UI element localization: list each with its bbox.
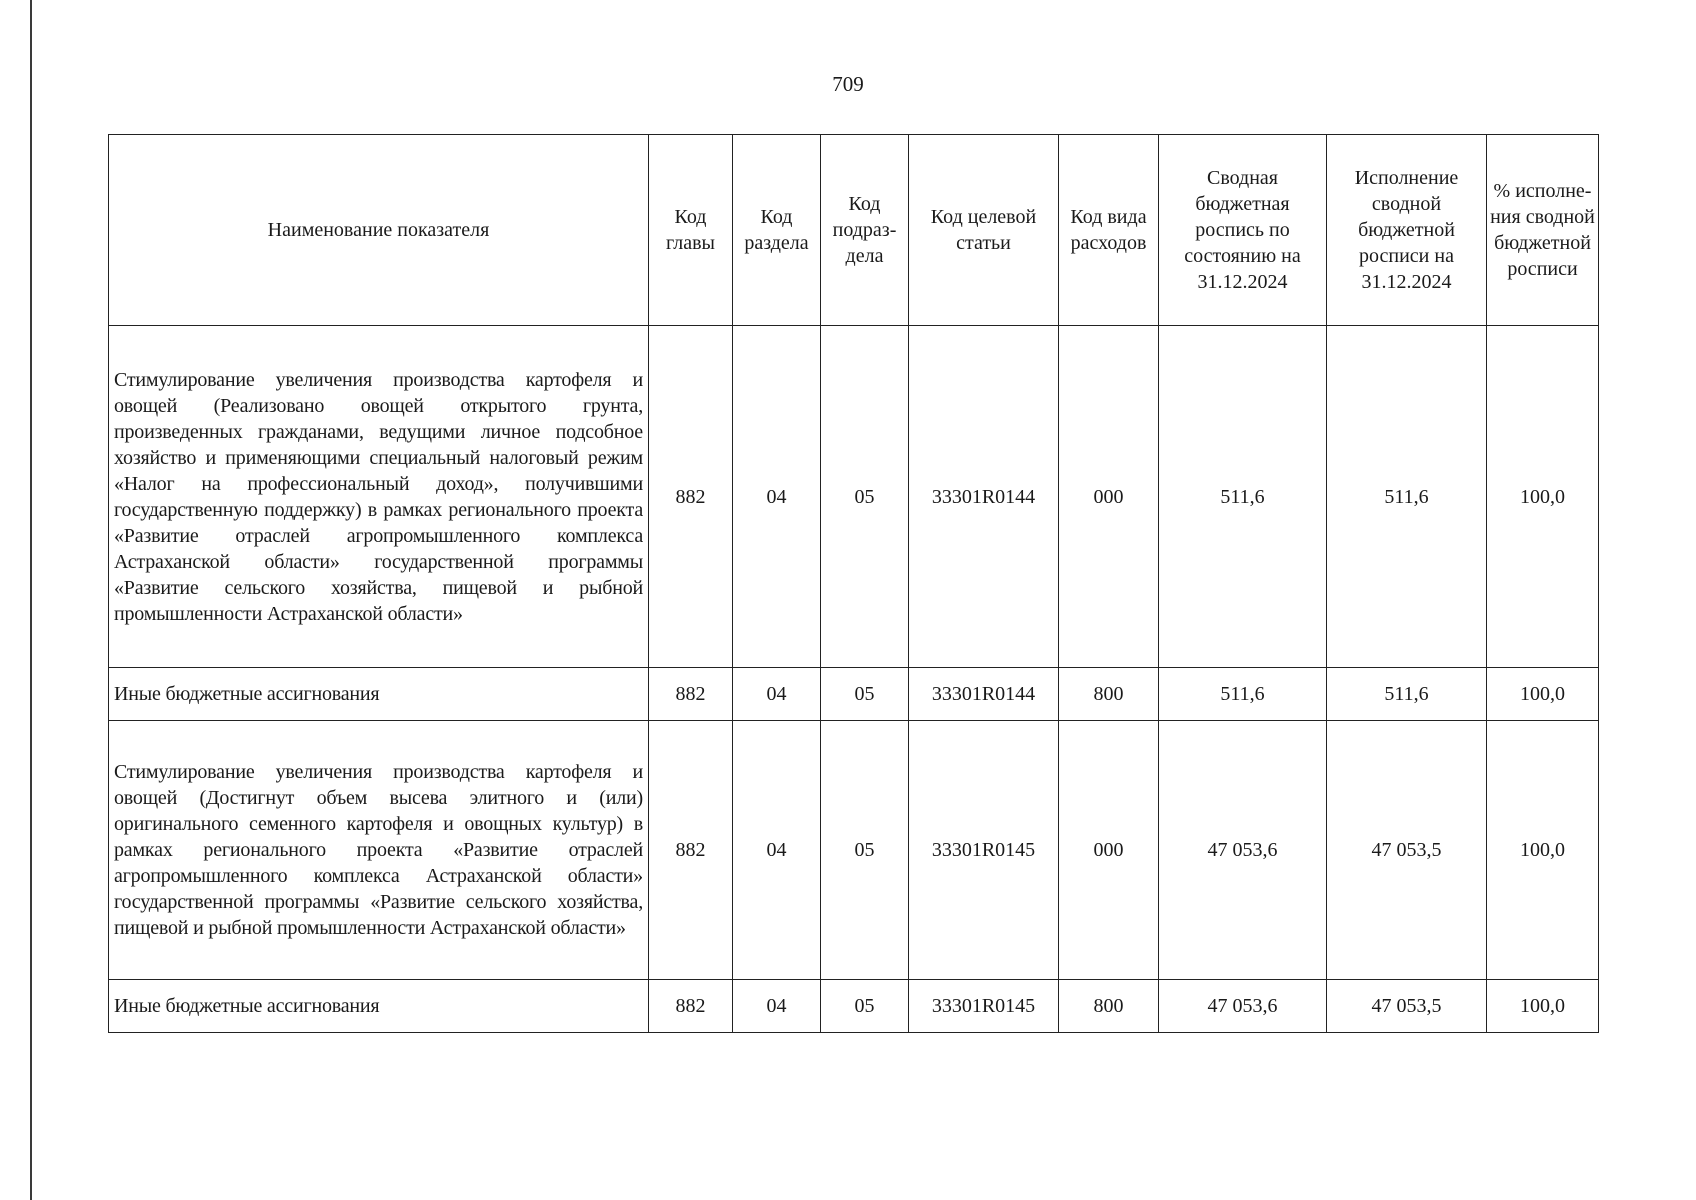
- row-expense: 800: [1059, 980, 1159, 1033]
- header-execution: Исполнение сводной бюджетной росписи на 31.12.2024: [1327, 135, 1487, 326]
- row-target: 33301R0145: [909, 721, 1059, 980]
- row-budget: 47 053,6: [1159, 980, 1327, 1033]
- table-header-row: [109, 135, 1599, 326]
- row-execution: 511,6: [1327, 668, 1487, 721]
- row-subsection: 05: [821, 326, 909, 668]
- row-percent: 100,0: [1487, 721, 1599, 980]
- row-expense: 800: [1059, 668, 1159, 721]
- budget-execution-table: [108, 134, 1599, 1033]
- row-name: Иные бюджетные ассигнования: [109, 668, 649, 721]
- row-target: 33301R0144: [909, 326, 1059, 668]
- row-subsection: 05: [821, 668, 909, 721]
- row-name: Иные бюджетные ассигнования: [109, 980, 649, 1033]
- header-section-code: Код раздела: [733, 135, 821, 326]
- row-target: 33301R0145: [909, 980, 1059, 1033]
- row-chapter: 882: [649, 980, 733, 1033]
- row-chapter: 882: [649, 326, 733, 668]
- row-expense: 000: [1059, 721, 1159, 980]
- row-section: 04: [733, 721, 821, 980]
- row-expense: 000: [1059, 326, 1159, 668]
- table-row: [109, 326, 1599, 668]
- header-chapter-code: Код главы: [649, 135, 733, 326]
- row-budget: 511,6: [1159, 326, 1327, 668]
- row-subsection: 05: [821, 980, 909, 1033]
- row-execution: 511,6: [1327, 326, 1487, 668]
- row-section: 04: [733, 980, 821, 1033]
- row-percent: 100,0: [1487, 326, 1599, 668]
- row-execution: 47 053,5: [1327, 721, 1487, 980]
- header-subsection-code: Код подраздела: [821, 135, 909, 326]
- page-left-margin-line: [30, 0, 32, 1200]
- row-chapter: 882: [649, 668, 733, 721]
- row-section: 04: [733, 668, 821, 721]
- table-row: [109, 980, 1599, 1033]
- header-percent: % исполнения сводной бюджетной росписи: [1487, 135, 1599, 326]
- table-row: [109, 668, 1599, 721]
- row-budget: 47 053,6: [1159, 721, 1327, 980]
- row-name: Стимулирование увеличения производства картофеля и овощей (Реализовано овощей открытого грунта, произведенных гражданами, ведущими личное подсобное хозяйство и применяющими специальный налоговый режим «Налог на профессиональный доход», получившими государственную поддержку) в рамках регионального проекта «Развитие отраслей агропромышленного комплекса Астраханской области» государственной программы «Развитие сельского хозяйства, пищевой и рыбной промышленности Астраханской области»: [109, 326, 649, 668]
- table-row: [109, 721, 1599, 980]
- row-percent: 100,0: [1487, 980, 1599, 1033]
- row-name: Стимулирование увеличения производства картофеля и овощей (Достигнут объем высева элитного и (или) оригинального семенного картофеля и овощных культур) в рамках регионального проекта «Развитие отраслей агропромышленного комплекса Астраханской области» государственной программы «Развитие сельского хозяйства, пищевой и рыбной промышленности Астраханской области»: [109, 721, 649, 980]
- row-subsection: 05: [821, 721, 909, 980]
- row-budget: 511,6: [1159, 668, 1327, 721]
- row-target: 33301R0144: [909, 668, 1059, 721]
- row-section: 04: [733, 326, 821, 668]
- page-number: 709: [832, 72, 864, 96]
- header-budget-list: Сводная бюджетная роспись по состоянию на 31.12.2024: [1159, 135, 1327, 326]
- header-name: Наименование показателя: [109, 135, 649, 326]
- row-chapter: 882: [649, 721, 733, 980]
- header-target-article-code: Код целевой статьи: [909, 135, 1059, 326]
- header-expense-type-code: Код вида расходов: [1059, 135, 1159, 326]
- row-percent: 100,0: [1487, 668, 1599, 721]
- row-execution: 47 053,5: [1327, 980, 1487, 1033]
